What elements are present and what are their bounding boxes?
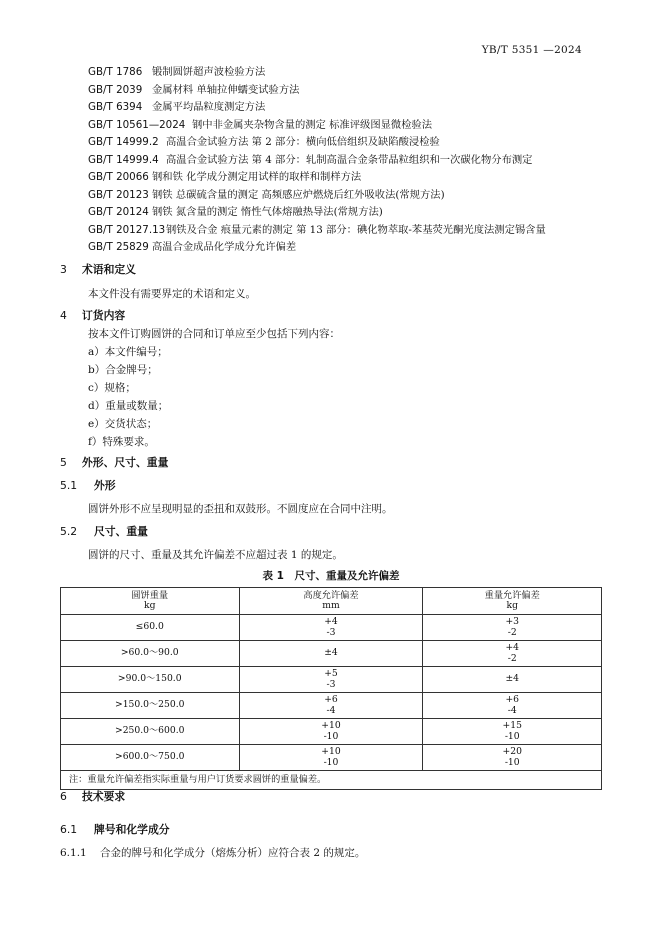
size-weight-tolerance-table	[60, 587, 602, 790]
subsection-heading	[60, 524, 148, 539]
section-title: 牌号和化学成分	[94, 823, 170, 836]
section-title: 订货内容	[82, 309, 126, 322]
header-name: 重量允许偏差	[484, 589, 540, 601]
upper-value: +15	[502, 720, 522, 731]
weight-tolerance-cell	[423, 719, 602, 745]
header-unit: kg	[506, 600, 518, 611]
weight-tolerance-cell	[423, 615, 602, 641]
section-title: 尺寸、重量	[94, 525, 148, 538]
lower-value: -10	[323, 756, 339, 768]
list-item: a）本文件编号；	[88, 346, 168, 358]
height-tolerance-cell	[239, 693, 423, 719]
reference-code: GB/T 20123	[88, 188, 149, 201]
upper-value: +20	[502, 746, 522, 757]
table-row	[61, 667, 602, 693]
column-header-height-tolerance	[239, 588, 423, 615]
section-title: 技术要求	[82, 790, 126, 803]
lower-value: -10	[504, 756, 520, 768]
reference-code: GB/T 20066	[88, 171, 149, 183]
table-row	[61, 745, 602, 771]
height-tolerance-cell	[239, 615, 423, 641]
reference-item	[88, 99, 622, 117]
height-tolerance-cell: ±4	[239, 641, 423, 667]
weight-cell: >250.0～600.0	[61, 719, 240, 745]
list-item: b）合金牌号；	[88, 364, 158, 376]
section-number: 5.2	[60, 525, 78, 538]
section-paragraph: 圆饼的尺寸、重量及其允许偏差不应超过表 1 的规定。	[88, 549, 343, 561]
reference-item	[88, 169, 622, 187]
table-row	[61, 641, 602, 667]
reference-code: GB/T 25829	[88, 241, 149, 253]
section-heading	[60, 262, 136, 277]
reference-item	[88, 152, 622, 170]
section-title: 外形	[94, 479, 116, 492]
weight-cell: >60.0～90.0	[61, 641, 240, 667]
reference-code: GB/T 10561—2024	[88, 118, 186, 131]
section-number: 6	[60, 790, 67, 803]
section-number: 3	[60, 263, 67, 276]
header-name: 高度允许偏差	[303, 589, 359, 601]
reference-title: 锻制圆饼超声波检验方法	[152, 66, 266, 78]
upper-value: +3	[505, 616, 519, 627]
lower-value: -10	[323, 730, 339, 742]
upper-value: +10	[321, 746, 341, 757]
weight-cell: >150.0～250.0	[61, 693, 240, 719]
section-number: 6.1	[60, 823, 78, 836]
reference-title: 钢铁 总碳硫含量的测定 高频感应炉燃烧后红外吸收法(常规方法)	[152, 188, 445, 201]
weight-cell: >90.0～150.0	[61, 667, 240, 693]
lower-value: -3	[326, 678, 336, 690]
header-unit: mm	[322, 600, 340, 611]
weight-tolerance-cell: ±4	[423, 667, 602, 693]
table-header-row	[61, 588, 602, 615]
reference-code: GB/T 2039	[88, 83, 143, 96]
list-item: f）特殊要求。	[88, 436, 155, 448]
height-tolerance-cell	[239, 667, 423, 693]
weight-cell: ≤60.0	[61, 615, 240, 641]
reference-item	[88, 222, 622, 240]
reference-title: 高温合金试验方法 第 4 部分：轧制高温合金条带晶粒组织和一次碳化物分布测定	[166, 153, 533, 166]
reference-item	[88, 204, 622, 222]
subsection-heading	[60, 478, 116, 493]
reference-item	[88, 82, 622, 100]
upper-value: +5	[324, 668, 338, 679]
upper-value: +10	[321, 720, 341, 731]
column-header-weight	[61, 588, 240, 615]
column-header-weight-tolerance	[423, 588, 602, 615]
upper-value: +6	[324, 694, 338, 705]
section-title: 外形、尺寸、重量	[82, 456, 169, 469]
reference-title: 高温合金成品化学成分允许偏差	[152, 241, 297, 253]
lower-value: -4	[326, 704, 336, 716]
section-number: 5	[60, 456, 67, 469]
normative-references-list	[88, 64, 622, 257]
clause-paragraph	[60, 845, 365, 860]
section-number: 5.1	[60, 479, 78, 492]
list-item: c）规格；	[88, 382, 136, 394]
list-item: e）交货状态；	[88, 418, 158, 430]
list-item: d）重量或数量；	[88, 400, 169, 412]
reference-title: 高温合金试验方法 第 2 部分：横向低倍组织及缺陷酸浸检验	[166, 136, 440, 148]
header-unit: kg	[144, 600, 156, 611]
section-title: 术语和定义	[82, 263, 136, 276]
upper-value: +4	[324, 616, 338, 627]
reference-title: 钢铁 氮含量的测定 惰性气体熔融热导法(常规方法)	[152, 206, 383, 218]
reference-title: 钢铁及合金 痕量元素的测定 第 13 部分：碘化物萃取-苯基荧光酮光度法测定锡含量	[166, 223, 546, 236]
clause-number: 6.1.1	[60, 847, 87, 859]
table-row	[61, 615, 602, 641]
table-row	[61, 719, 602, 745]
subsection-heading	[60, 822, 170, 837]
header-name: 圆饼重量	[131, 589, 169, 601]
document-code-header: YB/T 5351 —2024	[481, 44, 582, 56]
section-heading	[60, 789, 125, 804]
reference-code: GB/T 14999.4	[88, 153, 159, 166]
section-paragraph: 按本文件订购圆饼的合同和订单应至少包括下列内容：	[88, 328, 340, 340]
reference-code: GB/T 1786	[88, 66, 143, 78]
reference-title: 金属平均晶粒度测定方法	[152, 101, 266, 113]
weight-cell: >600.0～750.0	[61, 745, 240, 771]
lower-value: -2	[507, 652, 517, 664]
table-note: 注：重量允许偏差指实际重量与用户订货要求圆饼的重量偏差。	[61, 771, 602, 790]
reference-title: 金属材料 单轴拉伸蠕变试验方法	[152, 83, 300, 96]
table-caption: 表 1 尺寸、重量及允许偏差	[262, 570, 400, 582]
reference-item	[88, 187, 622, 205]
clause-text: 合金的牌号和化学成分（熔炼分析）应符合表 2 的规定。	[100, 847, 366, 859]
reference-item	[88, 239, 622, 257]
section-paragraph: 本文件没有需要界定的术语和定义。	[88, 288, 256, 300]
section-paragraph: 圆饼外形不应呈现明显的歪扭和双鼓形。不圆度应在合同中注明。	[88, 503, 393, 515]
reference-title: 钢和铁 化学成分测定用试样的取样和制样方法	[152, 171, 362, 183]
reference-title: 钢中非金属夹杂物含量的测定 标准评级图显微检验法	[192, 118, 433, 131]
reference-item	[88, 134, 622, 152]
section-heading	[60, 455, 168, 470]
lower-value: -2	[507, 626, 517, 638]
reference-code: GB/T 20127.13	[88, 223, 166, 236]
section-heading	[60, 308, 125, 323]
reference-item	[88, 64, 622, 82]
reference-code: GB/T 20124	[88, 206, 149, 218]
reference-item	[88, 117, 622, 135]
weight-tolerance-cell	[423, 641, 602, 667]
height-tolerance-cell	[239, 745, 423, 771]
lower-value: -4	[507, 704, 517, 716]
lower-value: -3	[326, 626, 336, 638]
height-tolerance-cell	[239, 719, 423, 745]
weight-tolerance-cell	[423, 693, 602, 719]
section-number: 4	[60, 309, 67, 322]
upper-value: +6	[505, 694, 519, 705]
weight-tolerance-cell	[423, 745, 602, 771]
reference-code: GB/T 14999.2	[88, 136, 159, 148]
lower-value: -10	[504, 730, 520, 742]
table-note-row	[61, 771, 602, 790]
table-row	[61, 693, 602, 719]
reference-code: GB/T 6394	[88, 101, 143, 113]
upper-value: +4	[505, 642, 519, 653]
